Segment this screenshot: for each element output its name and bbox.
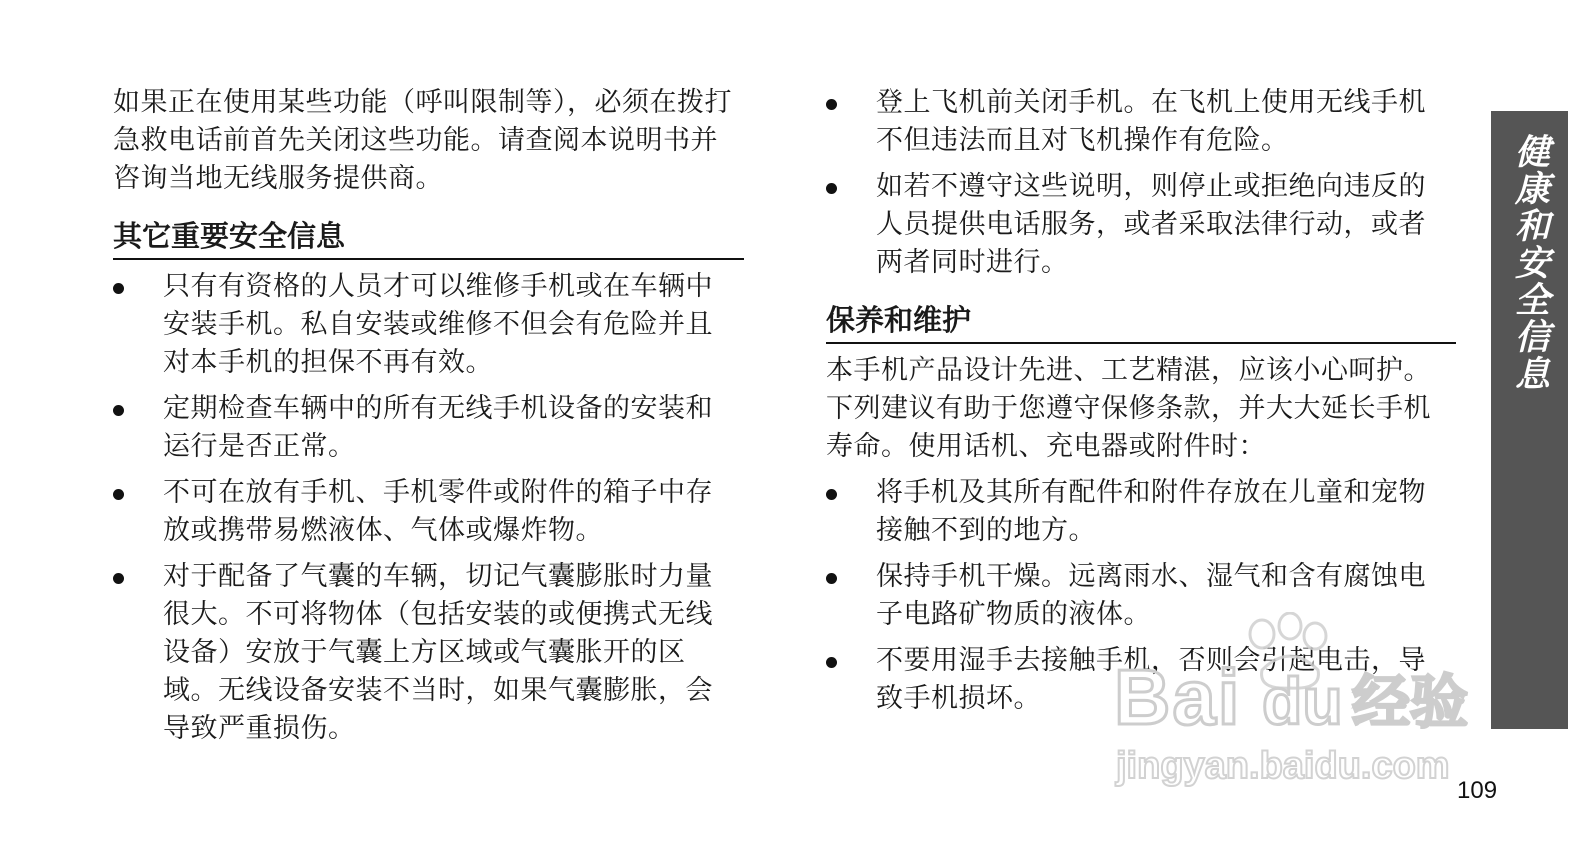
list-item: 登上飞机前关闭手机。在飞机上使用无线手机不但违法而且对飞机操作有危险。 [826, 84, 1448, 160]
bullet-icon [826, 99, 837, 110]
list-item: 不要用湿手去接触手机，否则会引起电击，导致手机损坏。 [826, 642, 1448, 718]
bullet-icon [113, 489, 124, 500]
section-heading-other-safety: 其它重要安全信息 [113, 218, 744, 260]
page-number: 109 [1457, 777, 1498, 804]
svg-text:jingyan.baidu.com: jingyan.baidu.com [1116, 745, 1450, 787]
list-item: 将手机及其所有配件和附件存放在儿童和宠物接触不到的地方。 [826, 474, 1448, 550]
list-item: 对于配备了气囊的车辆，切记气囊膨胀时力量很大。不可将物体（包括安装的或便携式无线设备）安放于气囊上方区域或气囊胀开的区域。无线设备安装不当时，如果气囊膨胀，会导致严重损伤。 [113, 558, 738, 748]
bullet-icon [113, 405, 124, 416]
chapter-side-tab-label: 健康和安全信息 [1509, 133, 1550, 392]
bullet-icon [826, 657, 837, 668]
bullet-icon [113, 573, 124, 584]
bullet-icon [826, 573, 837, 584]
chapter-side-tab [1491, 111, 1568, 729]
bullet-icon [826, 489, 837, 500]
list-item: 不可在放有手机、手机零件或附件的箱子中存放或携带易燃液体、气体或爆炸物。 [113, 474, 738, 550]
bullet-icon [826, 183, 837, 194]
list-item: 定期检查车辆中的所有无线手机设备的安装和运行是否正常。 [113, 390, 738, 466]
list-item: 只有有资格的人员才可以维修手机或在车辆中安装手机。私自安装或维修不但会有危险并且对本手机的担保不再有效。 [113, 268, 738, 382]
bullet-icon [113, 283, 124, 294]
list-item: 保持手机干燥。远离雨水、湿气和含有腐蚀电子电路矿物质的液体。 [826, 558, 1448, 634]
svg-text:Bai: Bai [1114, 653, 1242, 741]
svg-text:du: du [1262, 664, 1343, 738]
care-tips-list [826, 474, 1448, 718]
section-heading-care-maintenance: 保养和维护 [826, 302, 1456, 344]
svg-text:经验: 经验 [1352, 668, 1469, 736]
flight-safety-list [826, 84, 1448, 282]
intro-paragraph: 如果正在使用某些功能（呼叫限制等），必须在拨打急救电话前首先关闭这些功能。请查阅本说明书并咨询当地无线服务提供商。 [113, 87, 732, 194]
other-safety-list [113, 268, 738, 748]
care-intro-paragraph: 本手机产品设计先进、工艺精湛，应该小心呵护。下列建议有助于您遵守保修条款，并大大延长手机寿命。使用话机、充电器或附件时： [826, 355, 1431, 462]
list-item: 如若不遵守这些说明，则停止或拒绝向违反的人员提供电话服务，或者采取法律行动，或者两者同时进行。 [826, 168, 1448, 282]
